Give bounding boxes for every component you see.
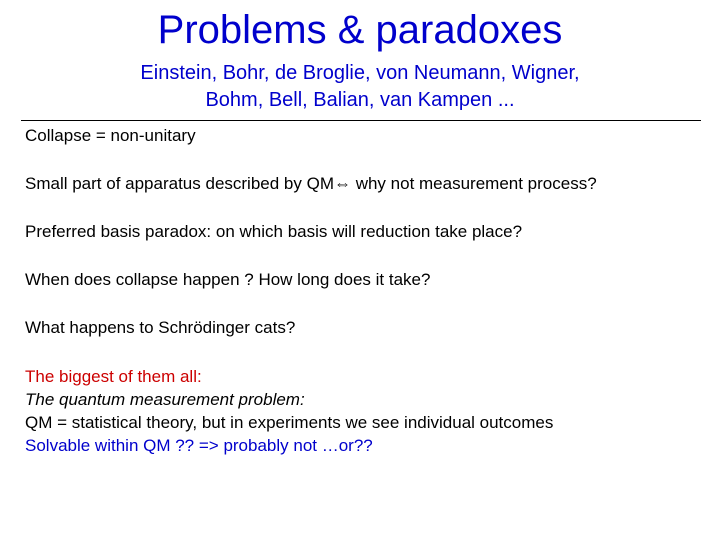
divider-rule bbox=[21, 120, 701, 121]
subtitle-line: Einstein, Bohr, de Broglie, von Neumann, Wigner, bbox=[140, 62, 580, 84]
slide-title: Problems & paradoxes bbox=[157, 8, 563, 52]
subtitle-line: Bohm, Bell, Balian, van Kampen ... bbox=[205, 89, 515, 111]
point-collapse: Collapse = non-unitary bbox=[25, 126, 196, 145]
point-preferred-basis: Preferred basis paradox: on which basis will reduction take place? bbox=[25, 222, 523, 241]
closing-statement: QM = statistical theory, but in experiments we see individual outcomes bbox=[25, 413, 554, 432]
slide-subtitle bbox=[0, 60, 720, 114]
point-collapse-timing: When does collapse happen ? How long does it take? bbox=[25, 270, 431, 289]
point-schrodinger-cats: What happens to Schrödinger cats? bbox=[25, 318, 296, 337]
closing-question: Solvable within QM ?? => probably not …or?? bbox=[25, 436, 373, 455]
closing-heading: The biggest of them all: bbox=[25, 367, 202, 386]
closing-problem-name: The quantum measurement problem: bbox=[25, 390, 305, 409]
closing-block bbox=[25, 365, 553, 457]
point-apparatus: Small part of apparatus described by QM⇔ why not measurement process? bbox=[25, 174, 597, 193]
